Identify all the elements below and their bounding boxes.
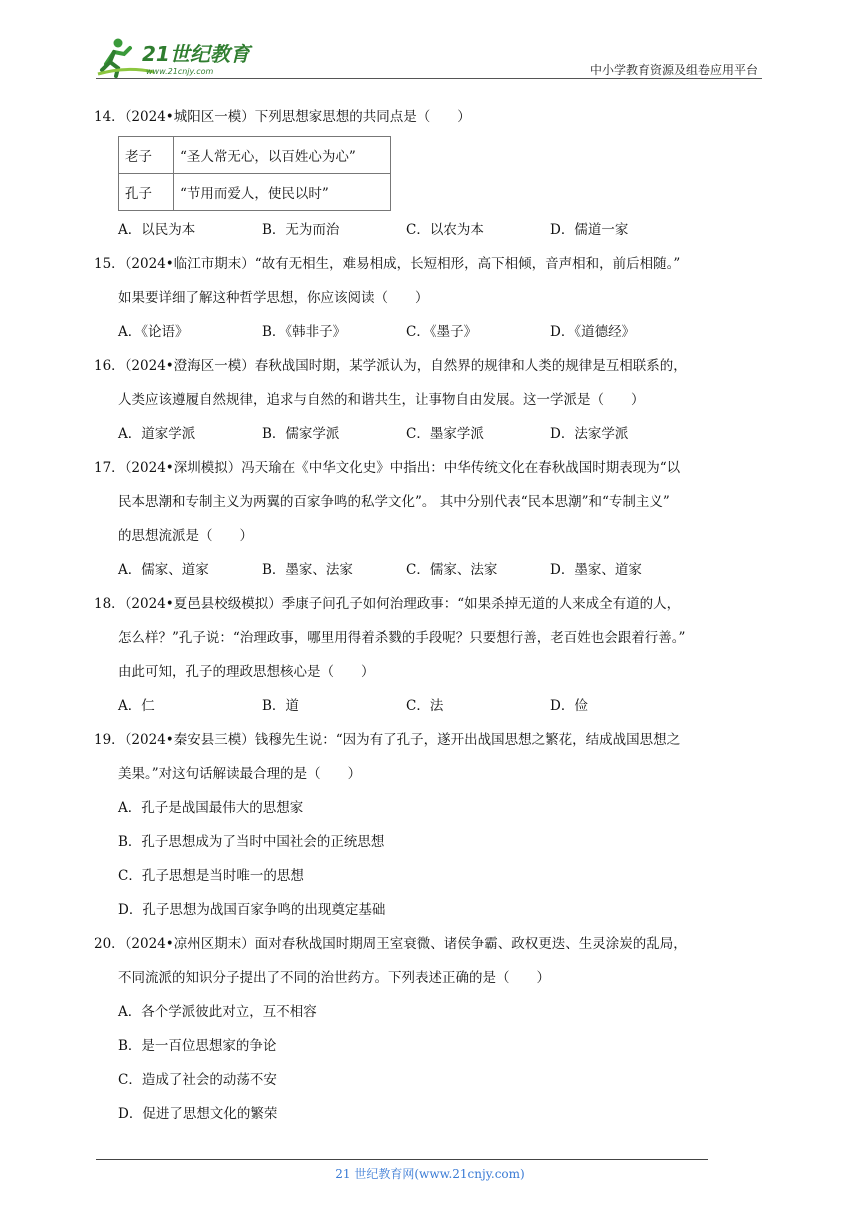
question-14 (94, 100, 768, 247)
option-d[interactable]: D．俭 (550, 698, 588, 714)
option-c[interactable]: C．《墨子》 (406, 324, 478, 340)
table-cell-quote: “节用而爱人，使民以时” (174, 174, 391, 211)
option-d[interactable]: D．促进了思想文化的繁荣 (118, 1106, 278, 1122)
question-stem: （2024•秦安县三模）钱穆先生说：“因为有了孔子，遂开出战国思想之繁花，结成战国思想之 (124, 732, 681, 748)
question-15 (94, 247, 768, 349)
option-d[interactable]: D．《道德经》 (550, 324, 636, 340)
question-number: 19． (94, 732, 125, 748)
question-stem: 如果要详细了解这种哲学思想，你应该阅读（ ） (118, 290, 429, 306)
page-header (96, 34, 762, 80)
option-c[interactable]: C．儒家、法家 (406, 562, 498, 578)
options-row (118, 553, 768, 587)
table-row (119, 174, 391, 211)
question-number: 16． (94, 358, 125, 374)
option-d[interactable]: D．墨家、道家 (550, 562, 642, 578)
header-divider (96, 78, 762, 79)
options-row (118, 315, 768, 349)
question-19 (94, 723, 768, 927)
svg-text:21世纪教育: 21世纪教育 (142, 42, 250, 66)
question-stem: （2024•临江市期末）“故有无相生，难易相成，长短相形，高下相倾，音声相和，前后相随。” (124, 256, 681, 272)
question-17 (94, 451, 768, 587)
table-cell-name: 老子 (119, 137, 174, 174)
option-a[interactable]: A．孔子是战国最伟大的思想家 (118, 800, 304, 816)
header-platform-text: 中小学教育资源及组卷应用平台 (589, 63, 758, 77)
question-number: 20． (94, 936, 125, 952)
option-c[interactable]: C．造成了社会的动荡不安 (118, 1072, 277, 1088)
option-a[interactable]: A．各个学派彼此对立，互不相容 (118, 1004, 317, 1020)
option-c[interactable]: C．墨家学派 (406, 426, 484, 442)
option-b[interactable]: B．孔子思想成为了当时中国社会的正统思想 (118, 834, 385, 850)
option-c[interactable]: C．法 (406, 698, 444, 714)
option-a[interactable]: A．儒家、道家 (118, 562, 209, 578)
question-16 (94, 349, 768, 451)
question-stem: 不同流派的知识分子提出了不同的治世药方。下列表述正确的是（ ） (118, 970, 550, 986)
table-row (119, 137, 391, 174)
question-20 (94, 927, 768, 1131)
option-b[interactable]: B．无为而治 (262, 222, 340, 238)
question-number: 14． (94, 109, 125, 125)
option-a[interactable]: A．《论语》 (118, 324, 189, 340)
option-b[interactable]: B．道 (262, 698, 299, 714)
options-row (118, 417, 768, 451)
question-18 (94, 587, 768, 723)
question-stem: （2024•深圳模拟）冯天瑜在《中华文化史》中指出：中华传统文化在春秋战国时期表现为“以 (124, 460, 681, 476)
question-list (94, 100, 768, 1131)
svg-text:www.21cnjy.com: www.21cnjy.com (146, 67, 214, 76)
question-stem: 由此可知，孔子的理政思想核心是（ ） (118, 664, 375, 680)
question-stem: 怎么样？”孔子说：“治理政事，哪里用得着杀戮的手段呢？只要想行善，老百姓也会跟着行善。” (118, 630, 686, 646)
question-number: 15． (94, 256, 125, 272)
question-stem: 民本思潮和专制主义为两翼的百家争鸣的私学文化”。 其中分别代表“民本思潮”和“专制主义” (118, 494, 670, 510)
question-stem: （2024•凉州区期末）面对春秋战国时期周王室衰微、诸侯争霸、政权更迭、生灵涂炭的乱局， (124, 936, 687, 952)
option-b[interactable]: B．儒家学派 (262, 426, 340, 442)
option-a[interactable]: A．以民为本 (118, 222, 196, 238)
question-stem: （2024•澄海区一模）春秋战国时期，某学派认为，自然界的规律和人类的规律是互相联系的， (124, 358, 687, 374)
option-b[interactable]: B．是一百位思想家的争论 (118, 1038, 277, 1054)
option-b[interactable]: B．墨家、法家 (262, 562, 353, 578)
footer-divider (96, 1159, 708, 1160)
option-d[interactable]: D．法家学派 (550, 426, 629, 442)
option-a[interactable]: A．道家学派 (118, 426, 196, 442)
option-c[interactable]: C．以农为本 (406, 222, 484, 238)
table-cell-quote: “圣人常无心，以百姓心为心” (174, 137, 391, 174)
table-cell-name: 孔子 (119, 174, 174, 211)
question-stem: 的思想流派是（ ） (118, 528, 253, 544)
question-number: 18． (94, 596, 125, 612)
question-stem: 人类应该遵履自然规律，追求与自然的和谐共生，让事物自由发展。这一学派是（ ） (118, 392, 645, 408)
options-row (118, 689, 768, 723)
question-stem: （2024•夏邑县校级模拟）季康子问孔子如何治理政事：“如果杀掉无道的人来成全有道的人， (124, 596, 681, 612)
option-a[interactable]: A．仁 (118, 698, 155, 714)
option-b[interactable]: B．《韩非子》 (262, 324, 347, 340)
question-number: 17． (94, 460, 125, 476)
question-stem: （2024•城阳区一模）下列思想家思想的共同点是（ ） (124, 109, 471, 125)
footer-link[interactable]: 21 世纪教育网(www.21cnjy.com) (335, 1167, 525, 1181)
option-c[interactable]: C．孔子思想是当时唯一的思想 (118, 868, 304, 884)
options-row (118, 213, 768, 247)
quote-table (118, 136, 391, 211)
option-d[interactable]: D．孔子思想为战国百家争鸣的出现奠定基础 (118, 902, 386, 918)
site-logo (96, 34, 266, 80)
question-stem: 美果。”对这句话解读最合理的是（ ） (118, 766, 362, 782)
option-d[interactable]: D．儒道一家 (550, 222, 629, 238)
